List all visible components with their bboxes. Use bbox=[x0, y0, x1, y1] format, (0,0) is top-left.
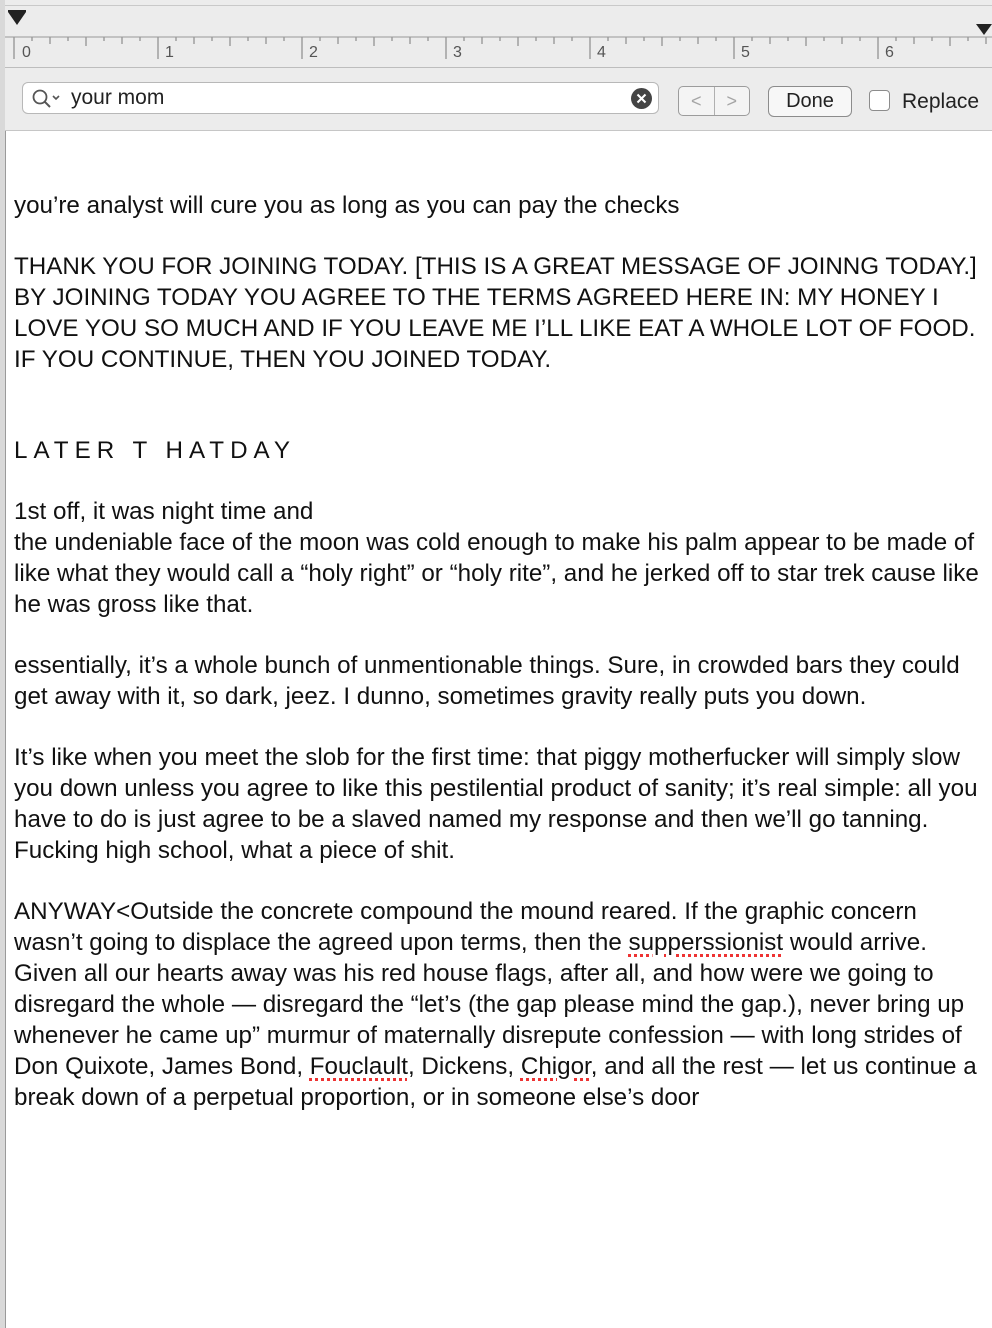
misspelled-word[interactable]: supperssionist bbox=[628, 929, 784, 956]
ruler-number: 5 bbox=[741, 44, 750, 61]
paragraph-text: , and all the rest — let us continue a break down of a perpetual proportion, or in someone else’s door bbox=[14, 1053, 977, 1111]
replace-checkbox[interactable] bbox=[869, 90, 890, 111]
next-match-button[interactable]: > bbox=[714, 87, 750, 115]
document-paragraph bbox=[14, 896, 990, 1113]
document-paragraph: the undeniable face of the moon was cold enough to make his palm appear to be made of like what they would call a “holy right” or “holy rite”, and he jerked off to star trek cause like he was gross like that. bbox=[14, 529, 979, 618]
document-paragraph: essentially, it’s a whole bunch of unmentionable things. Sure, in crowded bars they could get away with it, so dark, jeez. I dunno, sometimes gravity really puts you down. bbox=[14, 652, 960, 710]
adjacent-window-edge bbox=[0, 0, 6, 1328]
ruler-number: 1 bbox=[165, 44, 174, 61]
ruler-number: 4 bbox=[597, 44, 606, 61]
clear-search-icon[interactable] bbox=[631, 88, 652, 109]
search-input[interactable] bbox=[71, 85, 611, 111]
replace-label[interactable]: Replace bbox=[902, 90, 980, 113]
done-button[interactable]: Done bbox=[768, 86, 852, 117]
ruler-number: 3 bbox=[453, 44, 462, 61]
document-line: 1st off, it was night time and bbox=[14, 498, 314, 525]
ruler[interactable] bbox=[5, 0, 992, 68]
ruler-number: 2 bbox=[309, 44, 318, 61]
find-navigation bbox=[678, 86, 750, 116]
document-body[interactable] bbox=[14, 190, 990, 1113]
document-line: you’re analyst will cure you as long as you can pay the checks bbox=[14, 192, 680, 219]
misspelled-word[interactable]: Fouclault bbox=[309, 1053, 408, 1080]
search-icon[interactable] bbox=[32, 89, 64, 114]
ruler-number: 0 bbox=[22, 44, 31, 61]
document-paragraph: It’s like when you meet the slob for the first time: that piggy motherfucker will simply slow you down unless you agree to like this pestilential product of sanity; it’s real simple: all you have to do is just agree to be a slaved named my response and then we’ll go tanning. Fucking high school, what a piece of shit. bbox=[14, 744, 978, 864]
search-field[interactable] bbox=[22, 82, 659, 114]
misspelled-word[interactable]: Chigor bbox=[520, 1053, 591, 1080]
paragraph-text: would arrive. Given all our hearts away was his red house flags, after all, and how were we going to disregard the whole — disregard the “let’s (the gap please mind the gap.), never bring up whenever he came up” murmur of maternally disrepute confession — with long strides of Don Quixote, James Bond, bbox=[14, 929, 965, 1080]
previous-match-button[interactable]: < bbox=[690, 90, 702, 111]
document-heading: LATER T HATDAY bbox=[14, 437, 297, 464]
find-bar bbox=[5, 68, 992, 131]
ruler-ticks bbox=[5, 0, 992, 67]
paragraph-text: ANYWAY<Outside the concrete compound the mound reared. If the graphic concern wasn’t going to displace the agreed upon terms, then the bbox=[14, 898, 917, 956]
ruler-number: 6 bbox=[885, 44, 894, 61]
paragraph-text: , Dickens, bbox=[407, 1053, 521, 1080]
document-paragraph: THANK YOU FOR JOINING TODAY. [THIS IS A GREAT MESSAGE OF JOINNG TODAY.] BY JOINING TODAY YOU AGREE TO THE TERMS AGREED HERE IN: MY HONEY I LOVE YOU SO MUCH AND IF YOU LEAVE ME I’LL LIKE EAT A WHOLE LOT OF FOOD. IF YOU CONTINUE, THEN YOU JOINED TODAY. bbox=[14, 253, 977, 373]
